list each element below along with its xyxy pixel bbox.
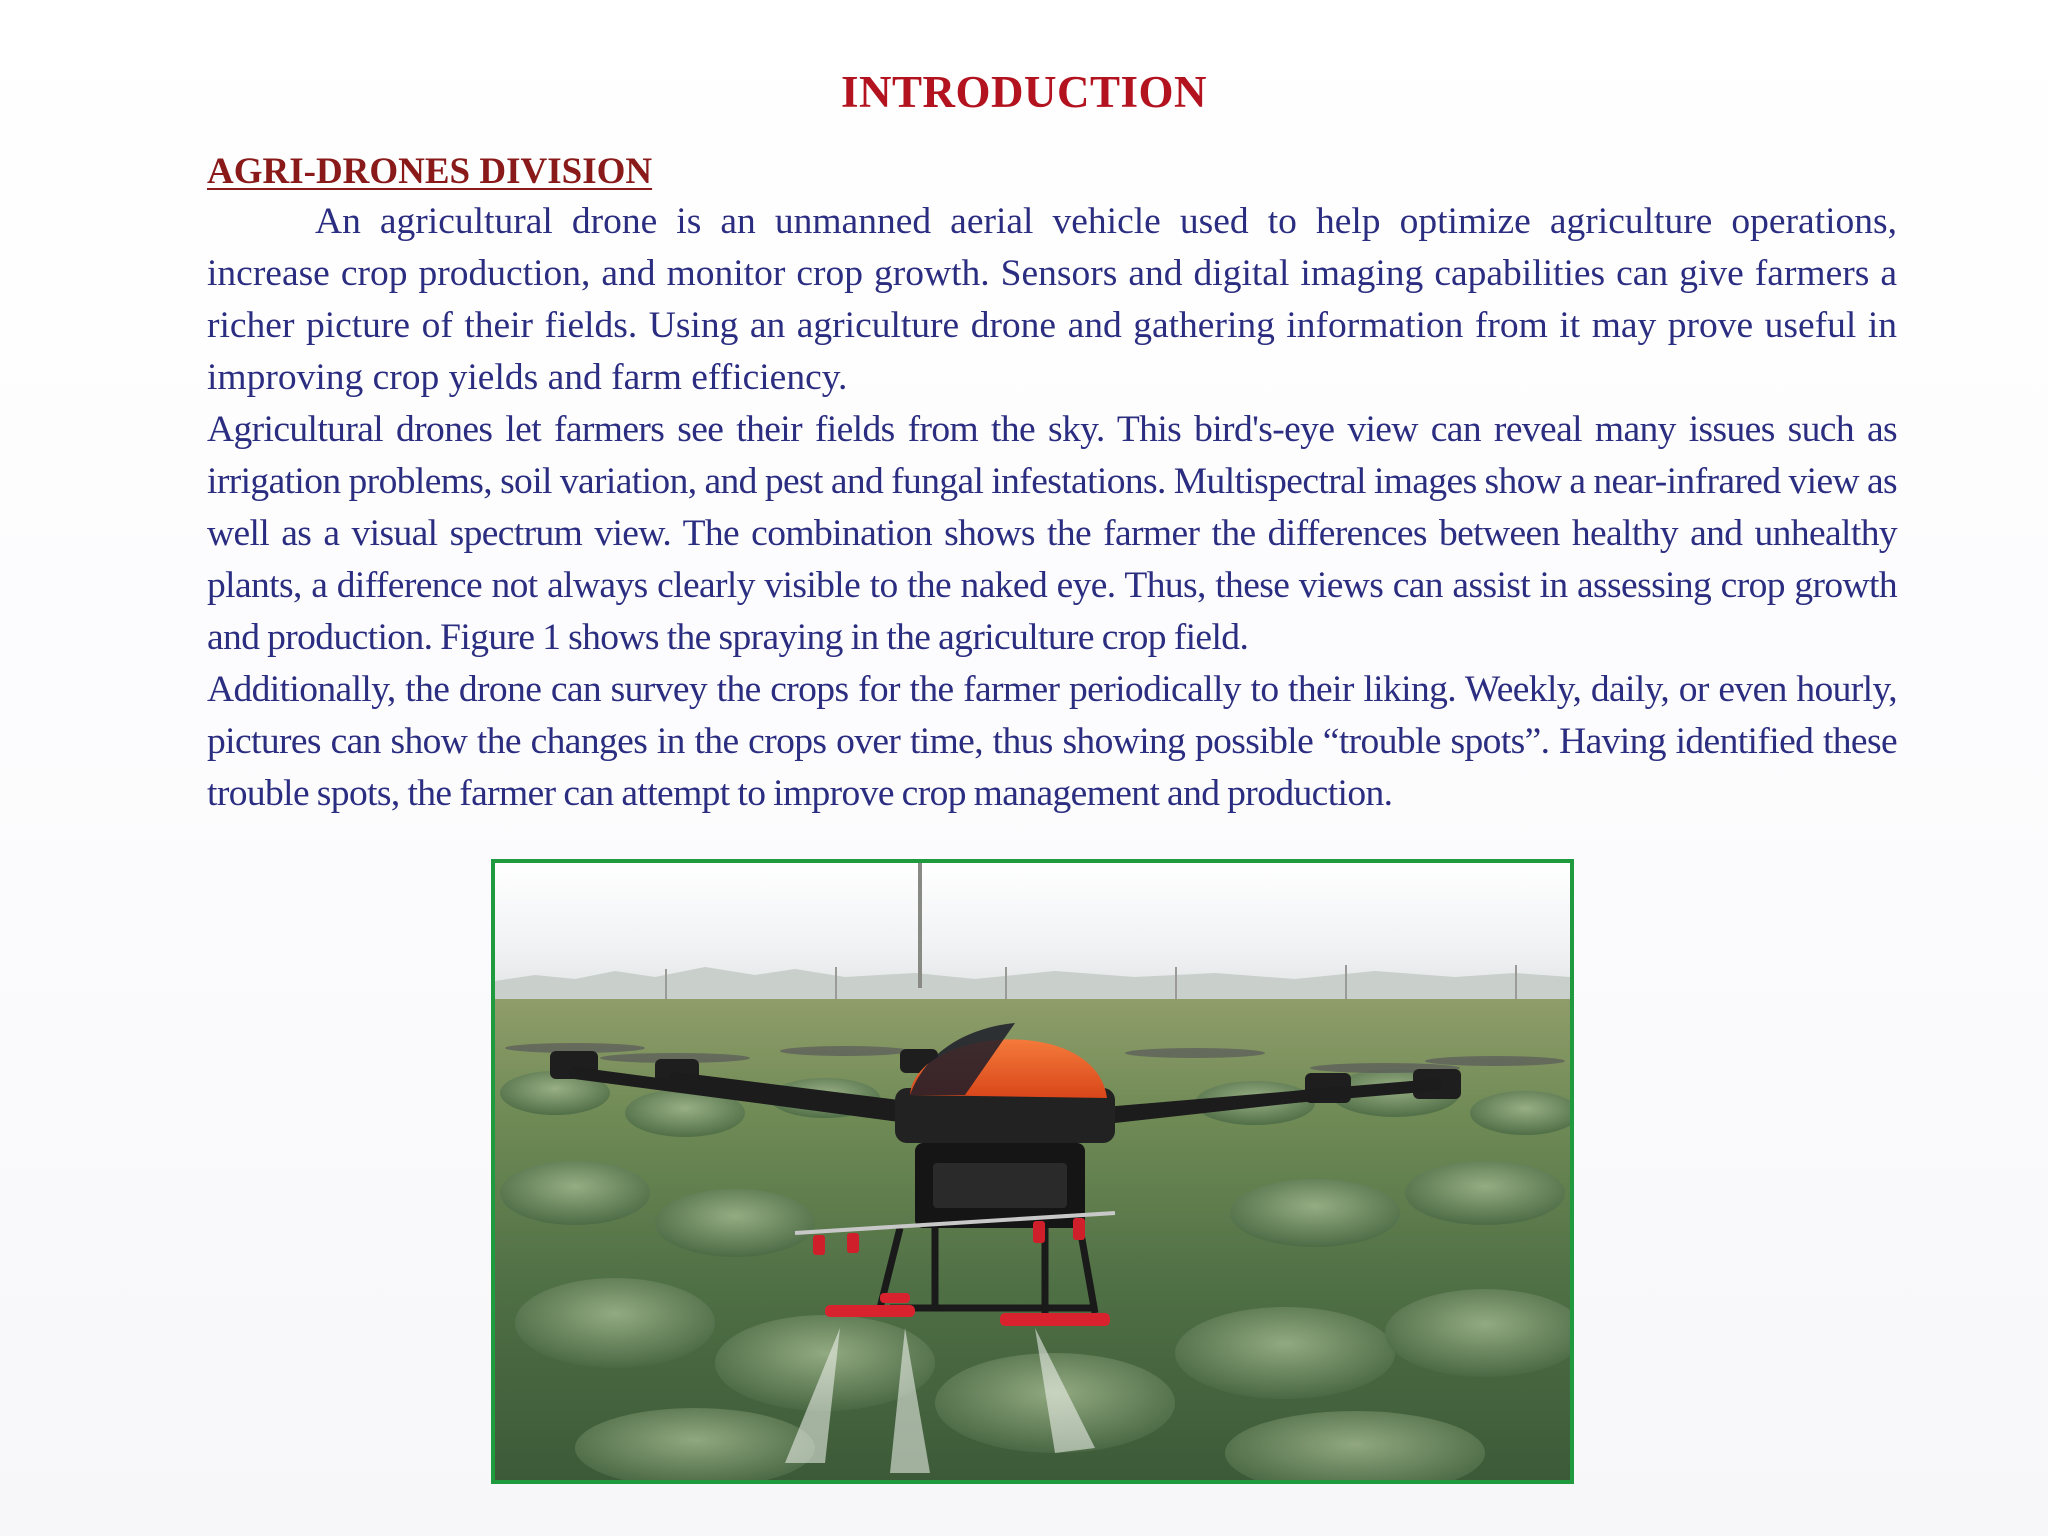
fence-post (665, 969, 667, 999)
fence-post (1515, 965, 1517, 999)
fence-post (1005, 967, 1007, 999)
drone-photo-illustration (495, 863, 1570, 1480)
fence-post (1345, 965, 1347, 999)
utility-pole (918, 863, 922, 988)
figure-drone-photo (491, 859, 1574, 1484)
paragraph-1: An agricultural drone is an unmanned aerial vehicle used to help optimize agriculture operations, increase crop production, and monitor crop growth. Sensors and digital imaging capabilities can give farmers a richer picture of their fields. Using an agriculture drone and gathering information from it may prove useful in improving crop yields and farm efficiency. (207, 201, 1897, 398)
paragraph-2: Agricultural drones let farmers see their fields from the sky. This bird's-eye view can reveal many issues such as irrigation problems, soil variation, and pest and fungal infestations. Multispectral images show a near-infrared view as well as a visual spectrum view. The combination shows the farmer the differences between healthy and unhealthy plants, a difference not always clearly visible to the naked eye. Thus, these views can assist in assessing crop growth and production. Figure 1 shows the spraying in the agriculture crop field. (207, 409, 1897, 658)
section-heading: AGRI-DRONES DIVISION (207, 151, 653, 192)
document-body (207, 148, 1897, 820)
paragraph-3: Additionally, the drone can survey the crops for the farmer periodically to their liking. Weekly, daily, or even hourly, pictures can show the changes in the crops over time, thus showing possible “trouble spots”. Having identified these trouble spots, the farmer can attempt to improve crop management and production. (207, 669, 1897, 814)
fence-post (835, 967, 837, 999)
fence-post (1175, 967, 1177, 999)
page-title: INTRODUCTION (840, 67, 1208, 118)
